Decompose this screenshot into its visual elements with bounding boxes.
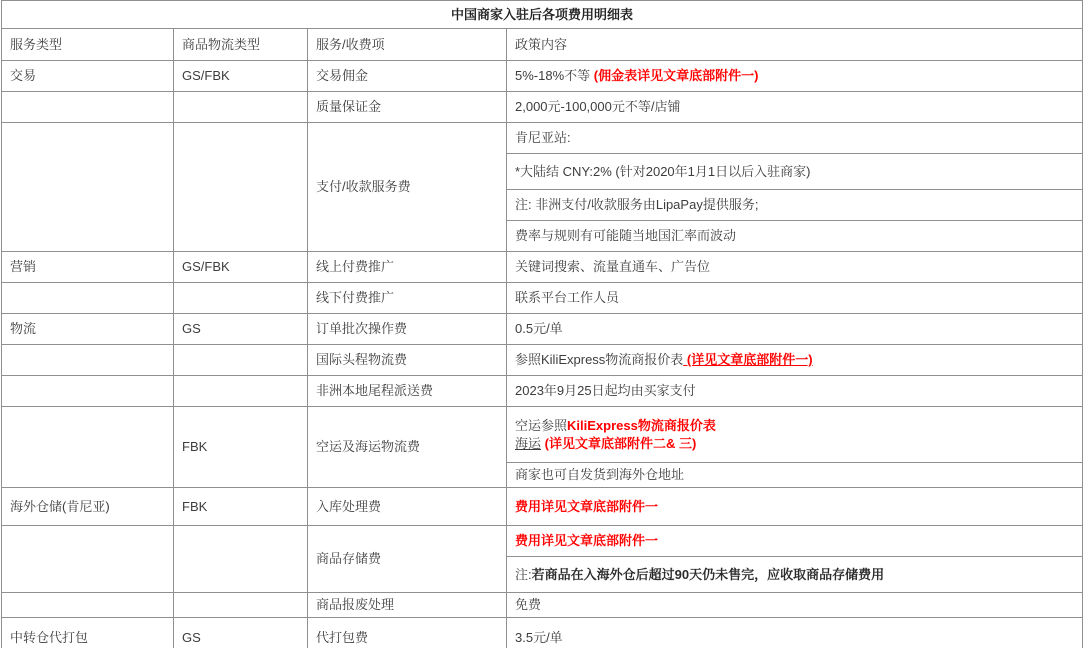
table-row (2, 123, 1083, 154)
cell-fee-item: 订单批次操作费 (308, 314, 507, 345)
cell-logistics-type (174, 92, 308, 123)
cell-logistics-type: GS/FBK (174, 61, 308, 92)
table-row (2, 526, 1083, 557)
table-row (2, 345, 1083, 376)
cell-service-type (2, 593, 174, 618)
cell-policy: 商家也可自发货到海外仓地址 (507, 463, 1083, 488)
column-header-service-type: 服务类型 (2, 29, 174, 61)
cell-policy: 2,000元-100,000元不等/店铺 (507, 92, 1083, 123)
cell-service-type (2, 92, 174, 123)
cell-fee-item: 商品报废处理 (308, 593, 507, 618)
cell-logistics-type (174, 283, 308, 314)
cell-fee-item: 非洲本地尾程派送费 (308, 376, 507, 407)
policy-line (515, 417, 1074, 435)
cell-fee-item: 国际头程物流费 (308, 345, 507, 376)
cell-service-type (2, 283, 174, 314)
cell-policy (507, 345, 1083, 376)
header-row (2, 29, 1083, 61)
cell-policy: 联系平台工作人员 (507, 283, 1083, 314)
cell-service-type (2, 123, 174, 252)
table-row (2, 252, 1083, 283)
cell-service-type: 中转仓代打包 (2, 618, 174, 648)
highlight-run: 费用详见文章底部附件一 (515, 533, 659, 549)
cell-policy: 免费 (507, 593, 1083, 618)
table-row (2, 407, 1083, 463)
cell-logistics-type (174, 593, 308, 618)
cell-logistics-type: GS/FBK (174, 252, 308, 283)
text-run: 5%-18%不等 (515, 68, 594, 84)
highlight-run: KiliExpress物流商报价表 (567, 417, 716, 433)
column-header-fee-item: 服务/收费项 (308, 29, 507, 61)
cell-fee-item: 商品存储费 (308, 526, 507, 593)
cell-logistics-type: FBK (174, 488, 308, 526)
cell-fee-item: 空运及海运物流费 (308, 407, 507, 488)
cell-policy: 费率与规则有可能随当地国汇率而波动 (507, 221, 1083, 252)
cell-policy (507, 488, 1083, 526)
text-run: 空运参照 (515, 417, 568, 433)
cell-policy (507, 407, 1083, 463)
text-run: 注: (515, 566, 532, 582)
cell-service-type (2, 376, 174, 407)
cell-service-type (2, 407, 174, 488)
cell-fee-item: 支付/收款服务费 (308, 123, 507, 252)
cell-service-type (2, 345, 174, 376)
table-row (2, 61, 1083, 92)
highlight-run: (详见文章底部附件二& 三) (541, 435, 697, 451)
column-header-logistics-type: 商品物流类型 (174, 29, 308, 61)
cell-policy: *大陆结 CNY:2% (针对2020年1月1日以后入驻商家) (507, 154, 1083, 190)
policy-line (515, 435, 1074, 453)
cell-service-type: 海外仓储(肯尼亚) (2, 488, 174, 526)
cell-logistics-type (174, 376, 308, 407)
cell-policy: 3.5元/单 (507, 618, 1083, 648)
cell-logistics-type: FBK (174, 407, 308, 488)
table-row (2, 283, 1083, 314)
cell-logistics-type (174, 345, 308, 376)
highlight-run: (详见文章底部附件一) (683, 352, 813, 368)
cell-fee-item: 代打包费 (308, 618, 507, 648)
cell-service-type (2, 526, 174, 593)
table-row (2, 314, 1083, 345)
cell-service-type: 交易 (2, 61, 174, 92)
cell-policy: 2023年9月25日起均由买家支付 (507, 376, 1083, 407)
cell-service-type: 物流 (2, 314, 174, 345)
cell-service-type: 营销 (2, 252, 174, 283)
highlight-run: (佣金表详见文章底部附件一) (593, 68, 759, 84)
cell-policy (507, 526, 1083, 557)
fee-table (1, 0, 1083, 648)
cell-fee-item: 线下付费推广 (308, 283, 507, 314)
text-run: 参照KiliExpress物流商报价表 (515, 352, 684, 368)
table-row (2, 92, 1083, 123)
cell-fee-item: 交易佣金 (308, 61, 507, 92)
table-title-row (2, 1, 1083, 29)
cell-policy: 注: 非洲支付/收款服务由LipaPay提供服务; (507, 190, 1083, 221)
cell-policy (507, 557, 1083, 593)
table-row (2, 376, 1083, 407)
cell-logistics-type: GS (174, 618, 308, 648)
cell-policy: 0.5元/单 (507, 314, 1083, 345)
cell-logistics-type: GS (174, 314, 308, 345)
table-row (2, 488, 1083, 526)
cell-fee-item: 质量保证金 (308, 92, 507, 123)
text-run-bold: 若商品在入海外仓后超过90天仍未售完，应收取商品存储费用 (531, 566, 885, 582)
cell-policy: 关键词搜索、流量直通车、广告位 (507, 252, 1083, 283)
table-row (2, 618, 1083, 648)
column-header-policy: 政策内容 (507, 29, 1083, 61)
cell-policy (507, 61, 1083, 92)
cell-fee-item: 线上付费推广 (308, 252, 507, 283)
table-row (2, 593, 1083, 618)
cell-policy: 肯尼亚站: (507, 123, 1083, 154)
cell-logistics-type (174, 526, 308, 593)
table-title: 中国商家入驻后各项费用明细表 (2, 1, 1083, 29)
highlight-run: 费用详见文章底部附件一 (515, 498, 659, 514)
text-run: 海运 (515, 435, 542, 451)
cell-fee-item: 入库处理费 (308, 488, 507, 526)
cell-logistics-type (174, 123, 308, 252)
